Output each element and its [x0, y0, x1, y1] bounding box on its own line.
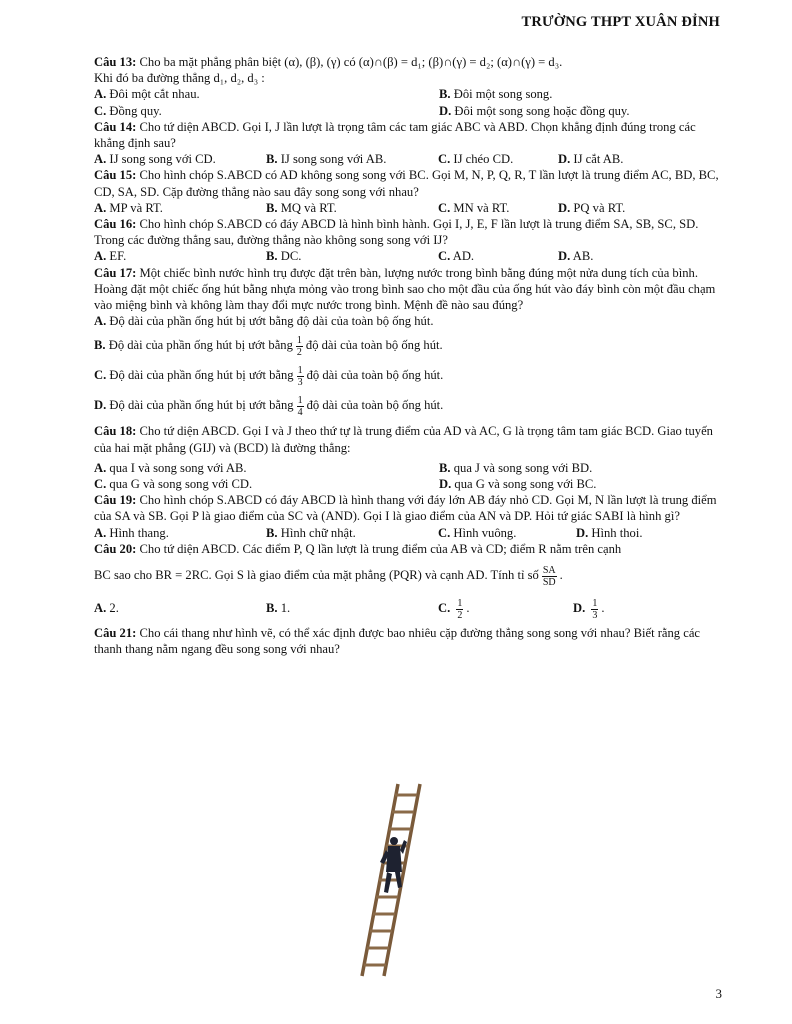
q18-options-row2 [94, 476, 724, 492]
q18-option-a[interactable]: A. qua I và song song với AB. [94, 460, 247, 475]
q16-option-a[interactable]: A. EF. [94, 249, 127, 264]
q13-options-row2 [94, 103, 724, 119]
question-17: Câu 17: Một chiếc bình nước hình trụ được đặt trên bàn, lượng nước trong bình bằng đúng một nửa dung tích của bình. Hoàng đặt một chiếc ống hút bằng nhựa mỏng vào trong bình sao cho một đầu của ống hút vào đáy bình còn một đầu chạm vào miệng bình và không làm thay đổi mực nước trong bình. Mệnh đề nào sau đúng? [94, 265, 716, 313]
q18-option-c[interactable]: C. qua G và song song với CD. [94, 477, 253, 492]
q18-option-b[interactable]: B. qua J và song song với BD. [439, 460, 593, 475]
q15-option-d[interactable]: D. PQ và RT. [558, 200, 626, 215]
q17-option-b[interactable]: B. Độ dài của phần ống hút bị ướt bằng $\frac{1}{2}$ độ dài của toàn bộ ống hút. [94, 335, 443, 359]
fraction-one-quarter: $\frac{1}{4}$ [297, 395, 303, 419]
ladder-illustration [340, 780, 460, 980]
q18-options-row1 [94, 460, 724, 476]
fraction-sa-sd: $\frac{SA}{SD}$ [542, 564, 556, 588]
question-20: Câu 20: Cho tứ diện ABCD. Các điểm P, Q lần lượt là trung điểm của AB và CD; điểm R nằm trên cạnh [94, 541, 622, 556]
question-16: Câu 16: Cho hình chóp S.ABCD có đáy ABCD là hình bình hành. Gọi I, J, E, F lần lượt là trung điểm SA, SB, SC, SD. Trong các đường thẳng sau, đường thẳng nào không song song với IJ? [94, 217, 699, 248]
q13-option-b[interactable]: B. Đôi một song song. [439, 87, 553, 102]
question-15: Câu 15: Cho hình chóp S.ABCD có AD không song song với BC. Gọi M, N, P, Q, R, T lần lượt là trung điểm AC, BD, BC, CD, SA, SD. Cặp đường thẳng nào sau đây song song với nhau? [94, 168, 719, 199]
q20-options [94, 593, 724, 623]
q14-option-c[interactable]: C. IJ chéo CD. [438, 152, 514, 167]
q17-option-c[interactable]: C. Độ dài của phần ống hút bị ướt bằng $\frac{1}{3}$ độ dài của toàn bộ ống hút. [94, 365, 444, 389]
q17-option-d[interactable]: D. Độ dài của phần ống hút bị ướt bằng $\frac{1}{4}$ độ dài của toàn bộ ống hút. [94, 395, 444, 419]
q15-option-a[interactable]: A. MP và RT. [94, 200, 163, 215]
q13-option-d[interactable]: D. Đôi một song song hoặc đồng quy. [439, 103, 630, 118]
q13-option-a[interactable]: A. Đôi một cắt nhau. [94, 87, 200, 102]
q16-option-c[interactable]: C. AD. [438, 249, 475, 264]
question-21: Câu 21: Cho cái thang như hình vẽ, có thể xác định được bao nhiêu cặp đường thẳng song song với nhau? Biết rằng các thanh thang nằm ngang đều song song với nhau? [94, 626, 701, 657]
q15-option-c[interactable]: C. MN và RT. [438, 200, 510, 215]
question-14: Câu 14: Cho tứ diện ABCD. Gọi I, J lần lượt là trọng tâm các tam giác ABC và ABD. Chọn khẳng định đúng trong các khẳng định sau? [94, 119, 696, 151]
question-13-line2: Khi đó ba đường thẳng d₁, d₂, d₃ : [94, 71, 265, 86]
q14-option-b[interactable]: B. IJ song song với AB. [266, 152, 387, 167]
q13-option-c[interactable]: C. Đồng quy. [94, 103, 162, 118]
q16-option-b[interactable]: B. DC. [266, 249, 302, 264]
q20-option-a[interactable]: A. 2. [94, 601, 119, 616]
q18-option-d[interactable]: D. qua G và song song với BC. [439, 477, 597, 492]
fraction-one-third: $\frac{1}{3}$ [592, 597, 598, 621]
q19-options [94, 525, 724, 541]
q19-option-a[interactable]: A. Hình thang. [94, 525, 169, 540]
q14-options [94, 151, 724, 167]
fraction-one-half: $\frac{1}{2}$ [296, 335, 302, 359]
page-number: 3 [715, 985, 722, 1001]
q15-options [94, 200, 724, 216]
q20-option-b[interactable]: B. 1. [266, 601, 291, 616]
q14-option-d[interactable]: D. IJ cắt AB. [558, 152, 624, 167]
q20-option-c[interactable]: C. $\frac{1}{2}$ . [438, 597, 470, 621]
fraction-one-third: $\frac{1}{3}$ [297, 365, 303, 389]
q19-option-c[interactable]: C. Hình vuông. [438, 525, 517, 540]
question-19: Câu 19: Cho hình chóp S.ABCD có đáy ABCD là hình thang với đáy lớn AB đáy nhỏ CD. Gọi M, N lần lượt là trung điểm của SA và SB. Gọi P là giao điểm của SC và (AND). Gọi I là giao điểm của AN và DP. Hỏi tứ giác SABI là hình gì? [94, 493, 717, 524]
question-list [94, 54, 724, 657]
q14-option-a[interactable]: A. IJ song song với CD. [94, 152, 216, 167]
question-18: Câu 18: Cho tứ diện ABCD. Gọi I và J theo thứ tự là trung điểm của AD và AC, G là trọng tâm tam giác BCD. Giao tuyến của hai mặt phẳng (GIJ) và (BCD) là đường thẳng: [94, 424, 713, 455]
question-13: Câu 13: Cho ba mặt phẳng phân biệt (α), (β), (γ) có (α)∩(β) = d₁; (β)∩(γ) = d₂; (α)∩(γ) = d₃. [94, 55, 563, 69]
question-20-line2: BC sao cho BR = 2RC. Gọi S là giao điểm của mặt phẳng (PQR) và cạnh AD. Tính tỉ số $\frac{SA}{SD}$ . [94, 564, 563, 588]
q16-options [94, 248, 724, 264]
fraction-one-half: $\frac{1}{2}$ [457, 597, 463, 621]
q16-option-d[interactable]: D. AB. [558, 249, 594, 264]
q15-option-b[interactable]: B. MQ và RT. [266, 200, 337, 215]
q17-option-a[interactable]: A. Độ dài của phần ống hút bị ướt bằng độ dài của toàn bộ ống hút. [94, 314, 434, 329]
school-header: TRƯỜNG THPT XUÂN ĐỈNH [521, 14, 720, 30]
q19-option-d[interactable]: D. Hình thoi. [576, 525, 643, 540]
q13-options-row1 [94, 86, 724, 102]
q20-option-d[interactable]: D. $\frac{1}{3}$ . [573, 597, 605, 621]
q19-option-b[interactable]: B. Hình chữ nhật. [266, 525, 356, 540]
